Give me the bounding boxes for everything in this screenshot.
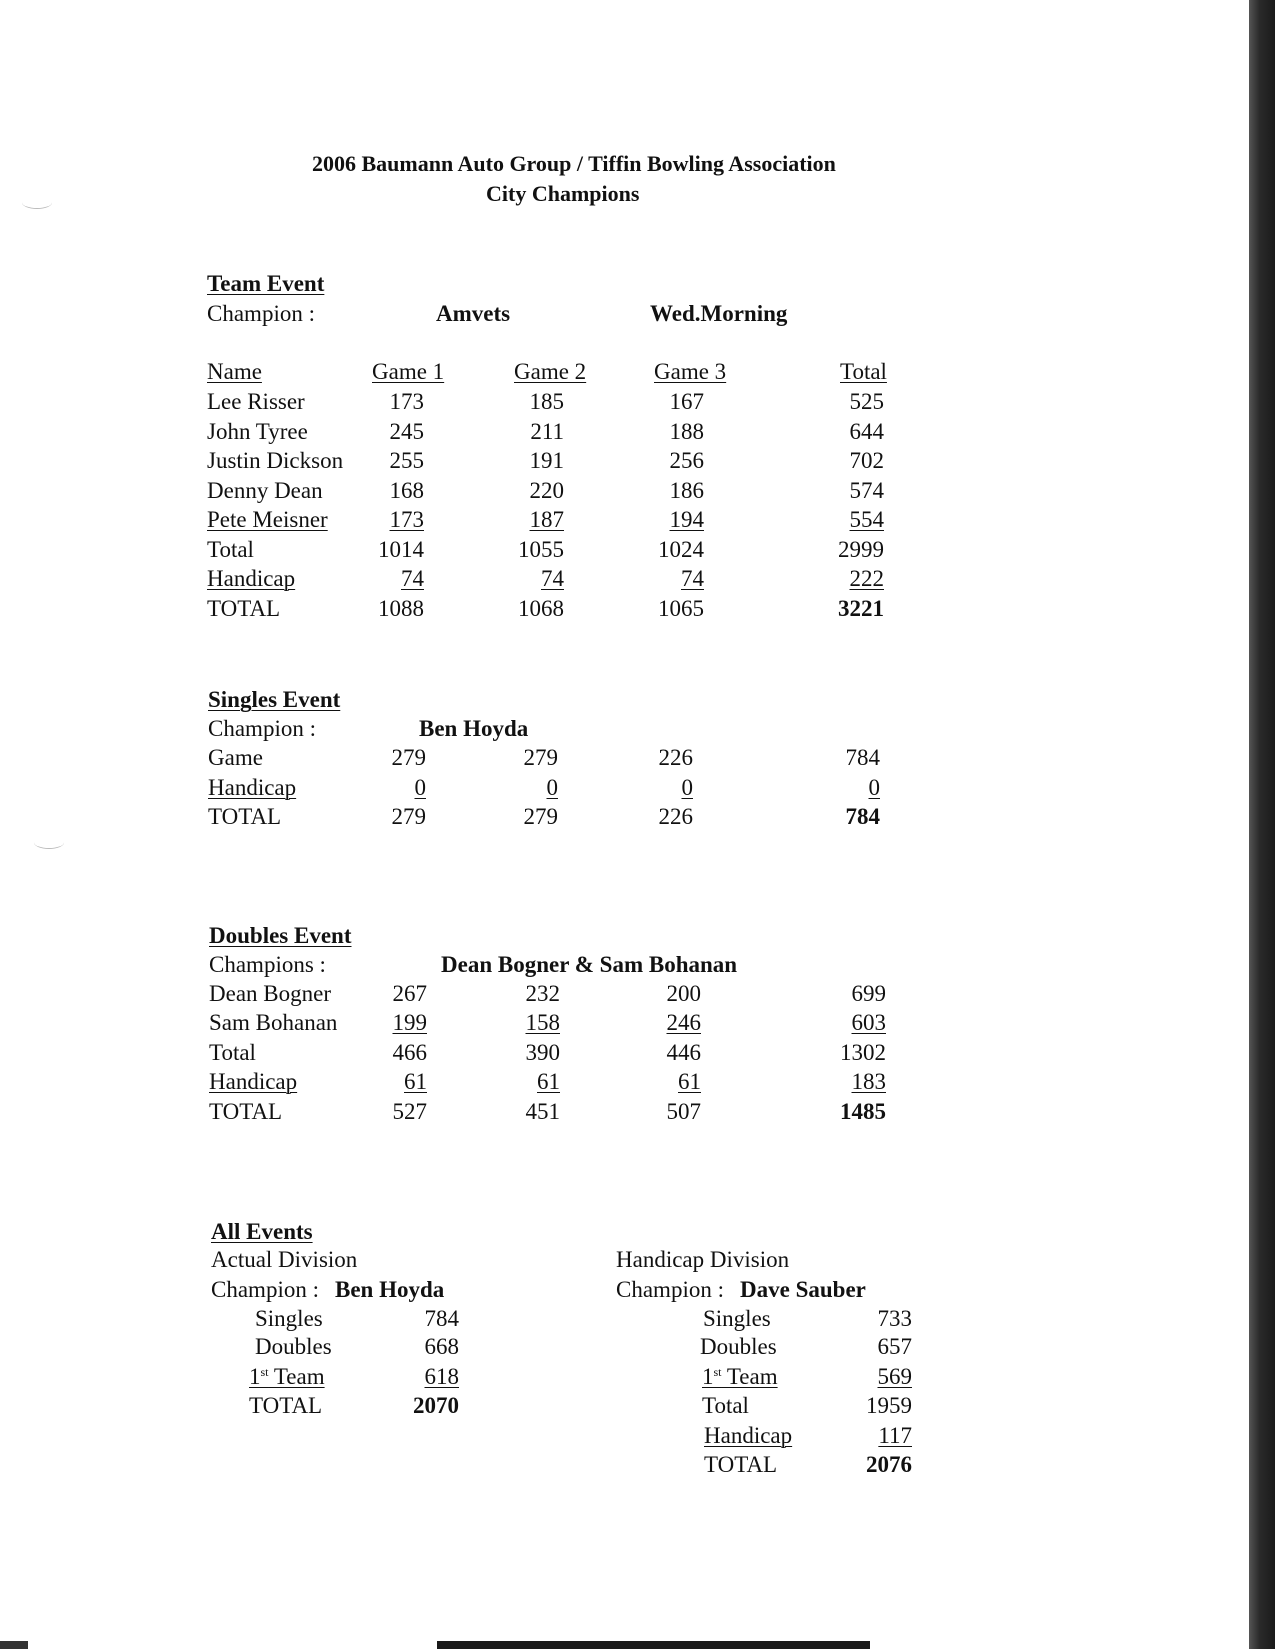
row-g1: 1014 xyxy=(378,537,424,562)
all-events-heading: All Events xyxy=(211,1219,313,1244)
item-value: 668 xyxy=(424,1334,459,1359)
row-name: Total xyxy=(207,537,254,562)
row-g2: 220 xyxy=(529,478,564,503)
page-title: 2006 Baumann Auto Group / Tiffin Bowling Association xyxy=(312,151,836,176)
row-total: 644 xyxy=(849,419,884,444)
row-total: 222 xyxy=(849,566,884,591)
row-g1: 61 xyxy=(404,1069,427,1094)
row-name: Justin Dickson xyxy=(207,448,344,473)
item-value: 784 xyxy=(424,1306,459,1331)
row-g2: 451 xyxy=(525,1099,560,1124)
team-champion-label: Champion : xyxy=(207,301,315,326)
row-g2: 185 xyxy=(529,389,564,414)
page-subtitle: City Champions xyxy=(486,181,640,206)
row-name: TOTAL xyxy=(208,804,282,829)
team-event-heading: Team Event xyxy=(207,271,325,296)
row-g2: 211 xyxy=(530,419,564,444)
row-total: 699 xyxy=(851,981,886,1006)
row-total: 1485 xyxy=(840,1099,886,1124)
row-g1: 168 xyxy=(389,478,424,503)
row-total: 1302 xyxy=(840,1040,886,1065)
singles-event-heading: Singles Event xyxy=(208,687,341,712)
row-g1: 279 xyxy=(391,745,426,770)
item-value: 618 xyxy=(424,1364,459,1389)
row-g1: 199 xyxy=(392,1010,427,1035)
singles-champion-label: Champion : xyxy=(208,716,316,741)
row-g3: 226 xyxy=(658,745,693,770)
row-g3: 0 xyxy=(681,775,693,800)
row-g1: 255 xyxy=(389,448,424,473)
row-name: Denny Dean xyxy=(207,478,323,503)
col-header-total: Total xyxy=(840,359,887,384)
item-label: Handicap xyxy=(704,1423,793,1448)
row-g3: 226 xyxy=(658,804,693,829)
row-g3: 256 xyxy=(669,448,704,473)
doubles-champion-name: Dean Bogner & Sam Bohanan xyxy=(441,952,738,977)
scan-edge-right xyxy=(1249,0,1275,1649)
doubles-event-heading: Doubles Event xyxy=(209,923,352,948)
row-total: 0 xyxy=(868,775,880,800)
row-name: Handicap xyxy=(207,566,296,591)
team-league: Wed.Morning xyxy=(650,301,788,326)
row-g3: 1024 xyxy=(658,537,704,562)
row-g1: 527 xyxy=(392,1099,427,1124)
row-name: Dean Bogner xyxy=(209,981,331,1006)
row-total: 574 xyxy=(849,478,884,503)
row-g3: 200 xyxy=(666,981,701,1006)
team-champion-name: Amvets xyxy=(436,301,511,326)
col-header-game1: Game 1 xyxy=(372,359,445,384)
row-g1: 279 xyxy=(391,804,426,829)
actual-division-label: Actual Division xyxy=(211,1247,358,1272)
row-g2: 0 xyxy=(546,775,558,800)
row-g3: 188 xyxy=(669,419,704,444)
row-g3: 61 xyxy=(678,1069,701,1094)
row-g3: 186 xyxy=(669,478,704,503)
item-label: Total xyxy=(702,1393,749,1418)
row-total: 2999 xyxy=(838,537,884,562)
item-value: 2076 xyxy=(866,1452,912,1477)
item-label: TOTAL xyxy=(249,1393,323,1418)
item-label: 1st Team xyxy=(702,1364,778,1389)
handicap-champion-label: Champion : xyxy=(616,1277,724,1302)
row-name: Lee Risser xyxy=(207,389,305,414)
row-g1: 173 xyxy=(389,507,424,532)
item-value: 117 xyxy=(878,1423,912,1448)
row-g2: 1055 xyxy=(518,537,564,562)
row-g1: 245 xyxy=(389,419,424,444)
punch-hole-mark xyxy=(34,836,64,849)
row-name: Handicap xyxy=(208,775,297,800)
row-name: Total xyxy=(209,1040,256,1065)
row-total: 784 xyxy=(845,804,880,829)
row-total: 784 xyxy=(845,745,880,770)
row-name: TOTAL xyxy=(209,1099,283,1124)
row-g1: 267 xyxy=(392,981,427,1006)
col-header-game3: Game 3 xyxy=(654,359,727,384)
row-g3: 246 xyxy=(666,1010,701,1035)
item-value: 733 xyxy=(877,1306,912,1331)
row-g2: 279 xyxy=(523,804,558,829)
item-value: 657 xyxy=(877,1334,912,1359)
row-g1: 74 xyxy=(401,566,424,591)
actual-champion-name: Ben Hoyda xyxy=(335,1277,445,1302)
row-name: Sam Bohanan xyxy=(209,1010,338,1035)
item-value: 569 xyxy=(877,1364,912,1389)
scan-edge-bottom-left xyxy=(0,1641,28,1649)
scan-edge-bottom xyxy=(437,1641,870,1649)
col-header-name: Name xyxy=(207,359,262,384)
row-name: Handicap xyxy=(209,1069,298,1094)
col-header-game2: Game 2 xyxy=(514,359,587,384)
row-g2: 232 xyxy=(525,981,560,1006)
row-g2: 61 xyxy=(537,1069,560,1094)
row-g3: 74 xyxy=(681,566,704,591)
row-name: Game xyxy=(208,745,263,770)
punch-hole-mark xyxy=(22,196,52,209)
row-total: 603 xyxy=(851,1010,886,1035)
item-value: 1959 xyxy=(866,1393,912,1418)
row-g2: 1068 xyxy=(518,596,564,621)
row-g2: 191 xyxy=(529,448,564,473)
singles-champion-name: Ben Hoyda xyxy=(419,716,529,741)
item-label: 1st Team xyxy=(249,1364,325,1389)
item-label: Singles xyxy=(255,1306,323,1331)
row-total: 3221 xyxy=(838,596,884,621)
row-g2: 74 xyxy=(541,566,564,591)
row-g3: 507 xyxy=(666,1099,701,1124)
row-g1: 173 xyxy=(389,389,424,414)
item-label: TOTAL xyxy=(704,1452,778,1477)
row-g3: 167 xyxy=(669,389,704,414)
row-g2: 279 xyxy=(523,745,558,770)
actual-champion-label: Champion : xyxy=(211,1277,319,1302)
row-g1: 466 xyxy=(392,1040,427,1065)
row-g2: 390 xyxy=(525,1040,560,1065)
row-name: Pete Meisner xyxy=(207,507,328,532)
row-g2: 158 xyxy=(525,1010,560,1035)
row-total: 525 xyxy=(849,389,884,414)
item-label: Singles xyxy=(703,1306,771,1331)
row-g2: 187 xyxy=(529,507,564,532)
item-label: Doubles xyxy=(700,1334,777,1359)
handicap-champion-name: Dave Sauber xyxy=(740,1277,866,1302)
item-label: Doubles xyxy=(255,1334,332,1359)
handicap-division-label: Handicap Division xyxy=(616,1247,790,1272)
row-g3: 1065 xyxy=(658,596,704,621)
doubles-champion-label: Champions : xyxy=(209,952,326,977)
row-g1: 0 xyxy=(414,775,426,800)
row-g3: 194 xyxy=(669,507,704,532)
item-value: 2070 xyxy=(413,1393,459,1418)
row-g3: 446 xyxy=(666,1040,701,1065)
row-name: John Tyree xyxy=(207,419,308,444)
row-total: 183 xyxy=(851,1069,886,1094)
row-name: TOTAL xyxy=(207,596,281,621)
row-total: 702 xyxy=(849,448,884,473)
row-total: 554 xyxy=(849,507,884,532)
row-g1: 1088 xyxy=(378,596,424,621)
